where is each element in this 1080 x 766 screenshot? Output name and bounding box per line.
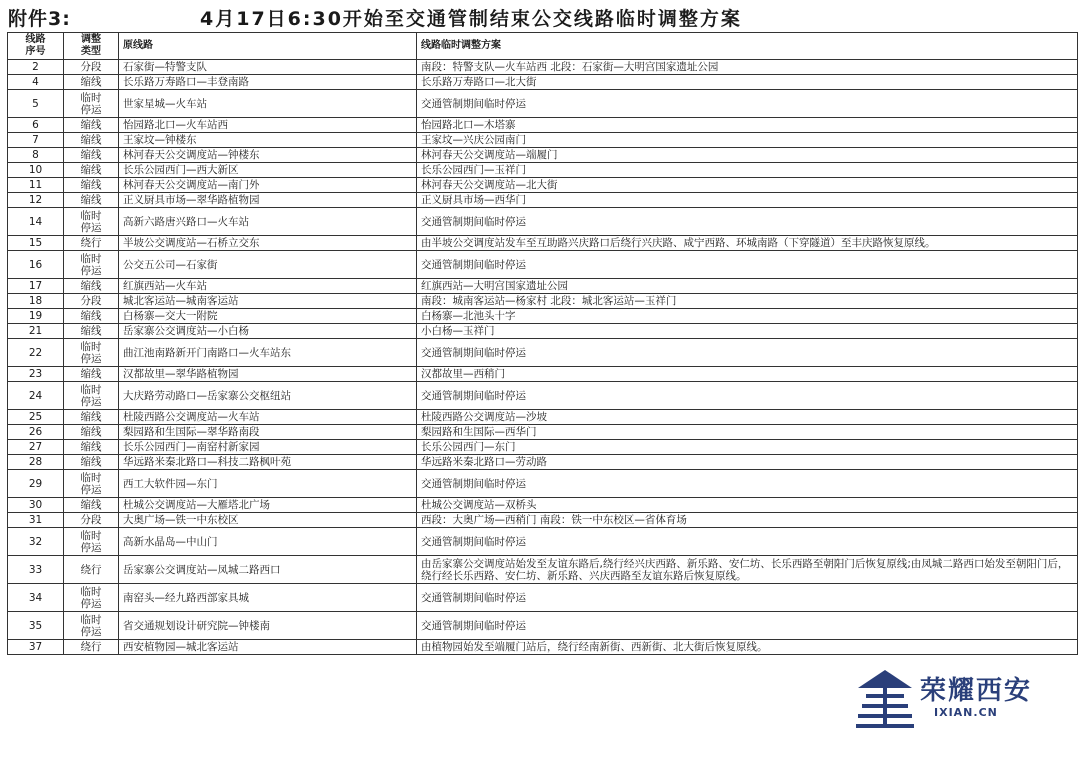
adjustment-plan-cell: 长乐公园西门—玉祥门 <box>417 163 1078 178</box>
adjustment-plan-cell: 汉都故里—西稍门 <box>417 367 1078 382</box>
table-row <box>8 163 1078 178</box>
table-row <box>8 178 1078 193</box>
adjustment-plan-cell: 交通管制期间临时停运 <box>417 90 1078 118</box>
table-row <box>8 75 1078 90</box>
adjustment-plan-cell: 怡园路北口—木塔寨 <box>417 118 1078 133</box>
column-header-number <box>8 33 64 60</box>
route-number-cell: 7 <box>8 133 64 148</box>
original-route-cell: 长乐公园西门—南窑村新家园 <box>119 440 417 455</box>
route-number-cell: 18 <box>8 294 64 309</box>
original-route-cell: 世家星城—火车站 <box>119 90 417 118</box>
original-route-cell: 长乐路万寿路口—丰登南路 <box>119 75 417 90</box>
route-number-cell: 15 <box>8 236 64 251</box>
table-row <box>8 513 1078 528</box>
route-number-cell: 33 <box>8 556 64 584</box>
table-row <box>8 528 1078 556</box>
adjustment-plan-cell: 正义厨具市场—西华门 <box>417 193 1078 208</box>
adjustment-type-cell: 缩线 <box>64 324 119 339</box>
table-row <box>8 612 1078 640</box>
col-number-label: 线路 序号 <box>25 34 46 57</box>
adjustment-type-cell: 缩线 <box>64 133 119 148</box>
table-row <box>8 236 1078 251</box>
adjustment-plan-cell: 由半坡公交调度站发车至互助路兴庆路口后绕行兴庆路、咸宁西路、环城南路（下穿隧道）至丰庆路恢复原线。 <box>417 236 1078 251</box>
table-row <box>8 90 1078 118</box>
adjustment-plan-cell: 南段：特警支队—火车站西 北段：石家街—大明宫国家遗址公园 <box>417 60 1078 75</box>
route-adjustment-table <box>7 32 1078 655</box>
original-route-cell: 西工大软件园—东门 <box>119 470 417 498</box>
adjustment-type-cell: 缩线 <box>64 75 119 90</box>
adjustment-type-cell: 临时 停运 <box>64 251 119 279</box>
original-route-cell: 高新水晶岛—中山门 <box>119 528 417 556</box>
route-number-cell: 26 <box>8 425 64 440</box>
table-header-row <box>8 33 1078 60</box>
original-route-cell: 红旗西站—火车站 <box>119 279 417 294</box>
adjustment-plan-cell: 交通管制期间临时停运 <box>417 528 1078 556</box>
table-row <box>8 556 1078 584</box>
attachment-label: 附件3: <box>8 8 71 30</box>
table-row <box>8 455 1078 470</box>
adjustment-plan-cell: 交通管制期间临时停运 <box>417 584 1078 612</box>
table-row <box>8 498 1078 513</box>
table-row <box>8 133 1078 148</box>
adjustment-plan-cell: 交通管制期间临时停运 <box>417 612 1078 640</box>
route-number-cell: 27 <box>8 440 64 455</box>
route-number-cell: 14 <box>8 208 64 236</box>
original-route-cell: 梨园路和生国际—翠华路南段 <box>119 425 417 440</box>
route-number-cell: 21 <box>8 324 64 339</box>
route-number-cell: 34 <box>8 584 64 612</box>
original-route-cell: 汉都故里—翠华路植物园 <box>119 367 417 382</box>
adjustment-type-cell: 缩线 <box>64 425 119 440</box>
adjustment-plan-cell: 交通管制期间临时停运 <box>417 251 1078 279</box>
route-number-cell: 4 <box>8 75 64 90</box>
adjustment-type-cell: 绕行 <box>64 556 119 584</box>
route-number-cell: 32 <box>8 528 64 556</box>
route-number-cell: 10 <box>8 163 64 178</box>
adjustment-plan-cell: 白杨寨—北池头十字 <box>417 309 1078 324</box>
original-route-cell: 高新六路唐兴路口—火车站 <box>119 208 417 236</box>
original-route-cell: 大庆路劳动路口—岳家寨公交枢纽站 <box>119 382 417 410</box>
adjustment-plan-cell: 小白杨—玉祥门 <box>417 324 1078 339</box>
adjustment-plan-cell: 王家坟—兴庆公园南门 <box>417 133 1078 148</box>
column-header-original <box>119 33 417 60</box>
route-number-cell: 5 <box>8 90 64 118</box>
table-row <box>8 60 1078 75</box>
adjustment-plan-cell: 梨园路和生国际—西华门 <box>417 425 1078 440</box>
original-route-cell: 曲江池南路新开门南路口—火车站东 <box>119 339 417 367</box>
table-row <box>8 208 1078 236</box>
original-route-cell: 华远路米秦北路口—科技二路枫叶苑 <box>119 455 417 470</box>
adjustment-type-cell: 缩线 <box>64 309 119 324</box>
column-header-plan <box>417 33 1078 60</box>
route-number-cell: 19 <box>8 309 64 324</box>
adjustment-plan-cell: 南段：城南客运站—杨家村 北段：城北客运站—玉祥门 <box>417 294 1078 309</box>
original-route-cell: 怡园路北口—火车站西 <box>119 118 417 133</box>
table-row <box>8 440 1078 455</box>
adjustment-type-cell: 临时 停运 <box>64 90 119 118</box>
adjustment-type-cell: 缩线 <box>64 455 119 470</box>
table-row <box>8 640 1078 655</box>
original-route-cell: 岳家寨公交调度站—小白杨 <box>119 324 417 339</box>
adjustment-type-cell: 缩线 <box>64 440 119 455</box>
table-row <box>8 309 1078 324</box>
adjustment-type-cell: 临时 停运 <box>64 208 119 236</box>
table-row <box>8 279 1078 294</box>
adjustment-type-cell: 临时 停运 <box>64 339 119 367</box>
original-route-cell: 南窑头—经九路西部家具城 <box>119 584 417 612</box>
original-route-cell: 白杨寨—交大一附院 <box>119 309 417 324</box>
route-number-cell: 11 <box>8 178 64 193</box>
adjustment-plan-cell: 林河春天公交调度站—北大街 <box>417 178 1078 193</box>
original-route-cell: 西安植物园—城北客运站 <box>119 640 417 655</box>
route-number-cell: 28 <box>8 455 64 470</box>
adjustment-plan-cell: 长乐路万寿路口—北大街 <box>417 75 1078 90</box>
original-route-cell: 大奥广场—铁一中东校区 <box>119 513 417 528</box>
route-number-cell: 31 <box>8 513 64 528</box>
route-number-cell: 22 <box>8 339 64 367</box>
original-route-cell: 岳家寨公交调度站—凤城二路西口 <box>119 556 417 584</box>
adjustment-type-cell: 缩线 <box>64 178 119 193</box>
adjustment-plan-cell: 长乐公园西门—东门 <box>417 440 1078 455</box>
adjustment-type-cell: 分段 <box>64 513 119 528</box>
route-number-cell: 29 <box>8 470 64 498</box>
adjustment-type-cell: 分段 <box>64 60 119 75</box>
adjustment-plan-cell: 西段：大奥广场—西稍门 南段：铁一中东校区—省体育场 <box>417 513 1078 528</box>
original-route-cell: 林河春天公交调度站—钟楼东 <box>119 148 417 163</box>
original-route-cell: 省交通规划设计研究院—钟楼南 <box>119 612 417 640</box>
adjustment-type-cell: 缩线 <box>64 148 119 163</box>
table-row <box>8 367 1078 382</box>
adjustment-type-cell: 临时 停运 <box>64 382 119 410</box>
adjustment-type-cell: 临时 停运 <box>64 584 119 612</box>
route-number-cell: 30 <box>8 498 64 513</box>
adjustment-plan-cell: 交通管制期间临时停运 <box>417 339 1078 367</box>
table-row <box>8 425 1078 440</box>
adjustment-type-cell: 临时 停运 <box>64 528 119 556</box>
route-number-cell: 12 <box>8 193 64 208</box>
route-number-cell: 35 <box>8 612 64 640</box>
table-row <box>8 251 1078 279</box>
route-number-cell: 17 <box>8 279 64 294</box>
route-number-cell: 25 <box>8 410 64 425</box>
table-row <box>8 118 1078 133</box>
adjustment-type-cell: 分段 <box>64 294 119 309</box>
original-route-cell: 林河春天公交调度站—南门外 <box>119 178 417 193</box>
adjustment-plan-cell: 红旗西站—大明宫国家遗址公园 <box>417 279 1078 294</box>
col-original-label: 原线路 <box>123 40 153 51</box>
table-row <box>8 294 1078 309</box>
table-row <box>8 193 1078 208</box>
adjustment-plan-cell: 杜陵西路公交调度站—沙坡 <box>417 410 1078 425</box>
route-number-cell: 23 <box>8 367 64 382</box>
adjustment-plan-cell: 由岳家寨公交调度站始发至友谊东路后,绕行经兴庆西路、新乐路、安仁坊、长乐西路至朝阳门后恢复原线;由凤城二路西口始发至朝阳门后，绕行经长乐西路、安仁坊、新乐路、兴庆西路至友谊东路后恢复原线。 <box>417 556 1078 584</box>
route-number-cell: 2 <box>8 60 64 75</box>
adjustment-type-cell: 缩线 <box>64 193 119 208</box>
original-route-cell: 半坡公交调度站—石桥立交东 <box>119 236 417 251</box>
table-row <box>8 470 1078 498</box>
col-type-label: 调整 类型 <box>81 34 101 57</box>
original-route-cell: 城北客运站—城南客运站 <box>119 294 417 309</box>
adjustment-plan-cell: 林河春天公交调度站—端履门 <box>417 148 1078 163</box>
adjustment-type-cell: 临时 停运 <box>64 470 119 498</box>
original-route-cell: 公交五公司—石家街 <box>119 251 417 279</box>
column-header-type <box>64 33 119 60</box>
adjustment-plan-cell: 交通管制期间临时停运 <box>417 382 1078 410</box>
table-row <box>8 410 1078 425</box>
route-number-cell: 6 <box>8 118 64 133</box>
table-row <box>8 324 1078 339</box>
adjustment-plan-cell: 交通管制期间临时停运 <box>417 208 1078 236</box>
adjustment-type-cell: 缩线 <box>64 410 119 425</box>
table-row <box>8 339 1078 367</box>
document-title: 4月17日6:30开始至交通管制结束公交线路临时调整方案 <box>200 8 742 30</box>
building-icon <box>852 666 918 732</box>
original-route-cell: 王家坟—钟楼东 <box>119 133 417 148</box>
adjustment-plan-cell: 华远路米秦北路口—劳动路 <box>417 455 1078 470</box>
original-route-cell: 石家街—特警支队 <box>119 60 417 75</box>
adjustment-plan-cell: 交通管制期间临时停运 <box>417 470 1078 498</box>
original-route-cell: 杜陵西路公交调度站—火车站 <box>119 410 417 425</box>
table-row <box>8 382 1078 410</box>
original-route-cell: 长乐公园西门—西大新区 <box>119 163 417 178</box>
adjustment-type-cell: 缩线 <box>64 279 119 294</box>
adjustment-plan-cell: 由植物园始发至端履门站后，绕行经南新街、西新街、北大街后恢复原线。 <box>417 640 1078 655</box>
table-body <box>8 60 1078 655</box>
original-route-cell: 正义厨具市场—翠华路植物园 <box>119 193 417 208</box>
adjustment-type-cell: 缩线 <box>64 367 119 382</box>
route-number-cell: 16 <box>8 251 64 279</box>
adjustment-type-cell: 绕行 <box>64 236 119 251</box>
col-plan-label: 线路临时调整方案 <box>421 40 501 51</box>
adjustment-type-cell: 缩线 <box>64 163 119 178</box>
route-number-cell: 24 <box>8 382 64 410</box>
table-row <box>8 584 1078 612</box>
table-row <box>8 148 1078 163</box>
watermark-logo <box>852 664 1052 736</box>
watermark-url: IXIAN.CN <box>934 706 998 719</box>
adjustment-plan-cell: 杜城公交调度站—双桥头 <box>417 498 1078 513</box>
watermark-text: 荣耀西安 <box>920 676 1033 706</box>
adjustment-type-cell: 临时 停运 <box>64 612 119 640</box>
document-header <box>0 0 1080 32</box>
adjustment-type-cell: 缩线 <box>64 118 119 133</box>
original-route-cell: 杜城公交调度站—大雁塔北广场 <box>119 498 417 513</box>
adjustment-type-cell: 绕行 <box>64 640 119 655</box>
route-number-cell: 8 <box>8 148 64 163</box>
route-number-cell: 37 <box>8 640 64 655</box>
adjustment-type-cell: 缩线 <box>64 498 119 513</box>
